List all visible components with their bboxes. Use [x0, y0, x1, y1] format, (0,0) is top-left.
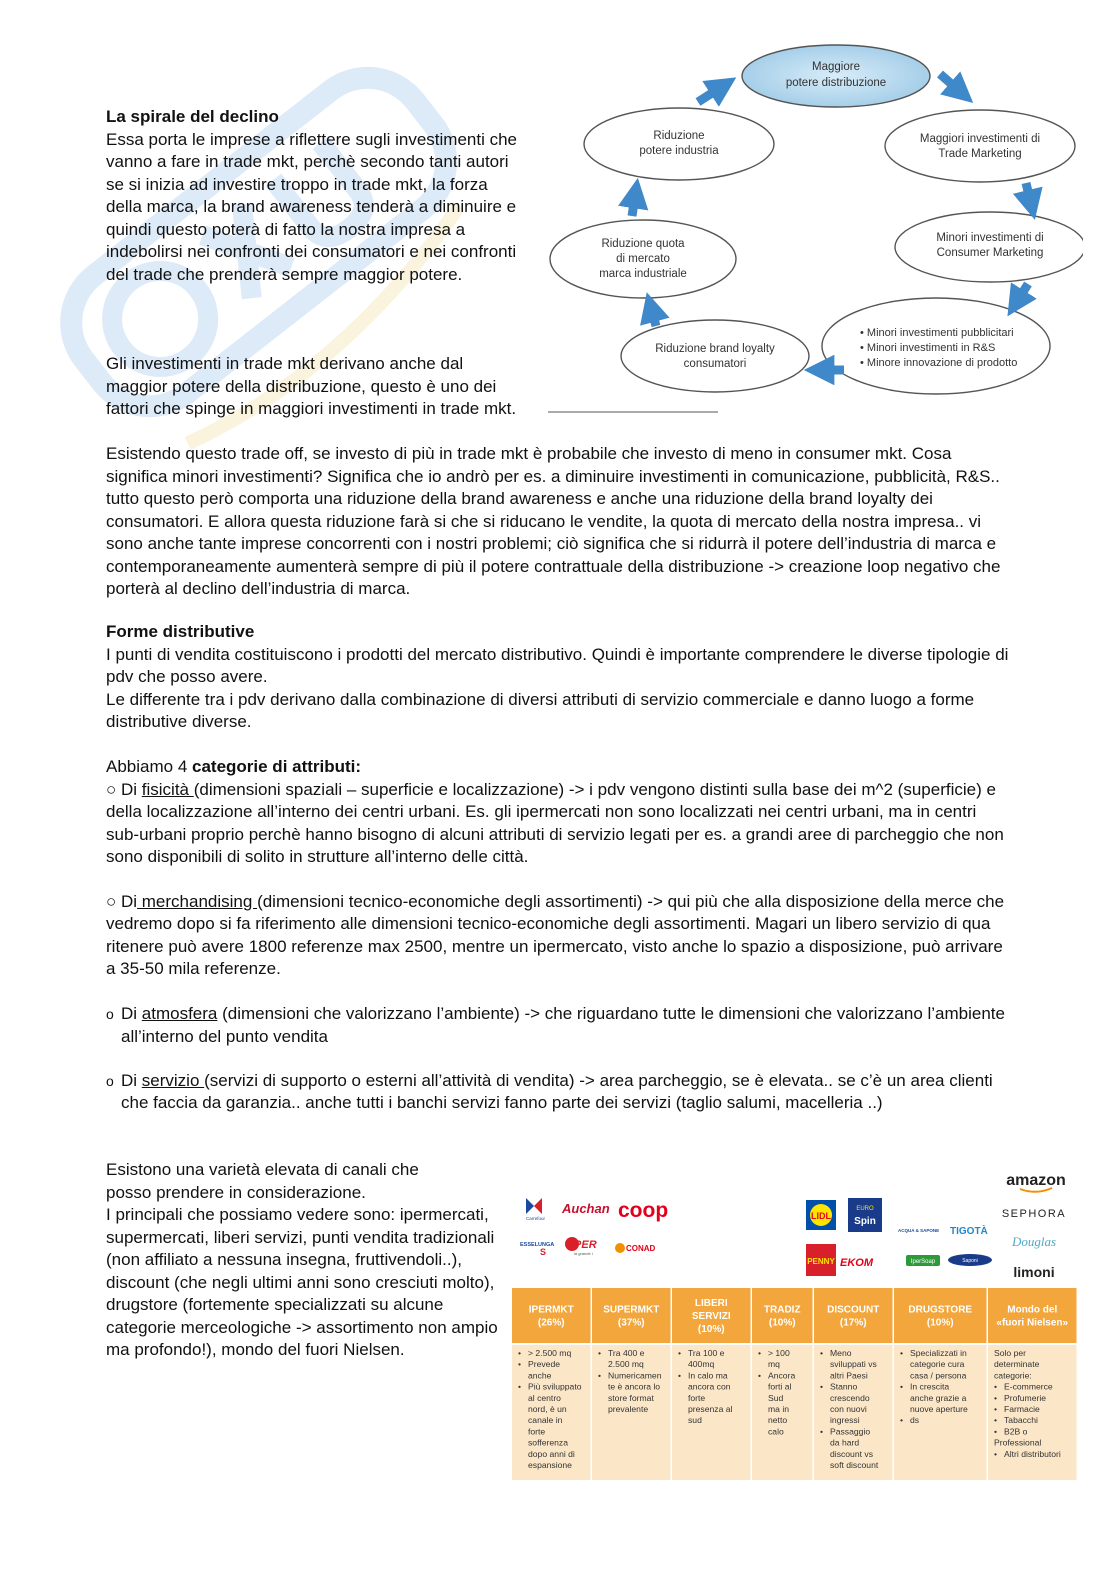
node-maggiori-trade	[885, 110, 1075, 182]
arrow-6-to-7	[632, 190, 636, 216]
section-title-spirale: La spirale del declino	[106, 107, 279, 126]
cell-bullet: •	[994, 1426, 998, 1437]
cell-text: Tabacchi	[1004, 1415, 1038, 1426]
node-6-line-3: marca industriale	[599, 268, 687, 280]
column-header-text: (26%)	[537, 1317, 565, 1329]
node-6-line-2: di mercato	[616, 253, 670, 265]
cell-bullet: •	[758, 1370, 762, 1381]
spiral-diagram	[548, 40, 1083, 415]
node-riduzione-potere	[584, 108, 774, 180]
cell-bullet: •	[598, 1348, 602, 1358]
cell-bullet: •	[994, 1415, 998, 1426]
logo-amazon: amazon	[1006, 1172, 1066, 1189]
column-header-bg	[512, 1288, 591, 1343]
cell-text: forte	[528, 1426, 546, 1437]
cell-text: 400mq	[688, 1359, 715, 1370]
cell-bullet: •	[994, 1448, 998, 1459]
cell-text: Farmacie	[1004, 1404, 1040, 1414]
node-maggiore-potere	[742, 45, 930, 107]
column-header-text: IPERMKT	[528, 1304, 574, 1316]
cell-bullet: •	[518, 1348, 522, 1358]
cell-bullet: •	[900, 1381, 904, 1392]
node-3-line-1: Minori investimenti di	[936, 232, 1044, 244]
logo-acqua-sapone: ACQUA & SAPONE	[898, 1228, 940, 1233]
node-7-line-1: Riduzione	[653, 130, 705, 142]
svg-text:Spin: Spin	[854, 1216, 876, 1227]
attr-merch-prefix: ○ Di	[106, 891, 138, 911]
cell-text: ancora con	[688, 1381, 731, 1392]
attr-merch-desc: (dimensioni tecnico-economiche degli assortimenti) -> qui più che alla disposizione della merce che vedremo dopo si fa riferimento alle dimensioni tecnico-economiche degli assortimenti. Magari un libero servizio di qua ritenere può avere 1800 referenze max 2500, mentre un ipermercato, visto anche lo spazio a disposizione, può arrivare a 35-50 mila referenze.	[106, 891, 1005, 978]
node-minori-consumer	[895, 212, 1083, 282]
cell-text: sofferenza	[528, 1437, 568, 1448]
cell-text: canale in	[528, 1415, 563, 1426]
cell-text: B2B o	[1004, 1426, 1028, 1437]
forme-paragraph-2: Le differente tra i pdv derivano dalla combinazione di diversi attributi di servizio commerciale e danno luogo a forme distributive diverse.	[106, 689, 975, 731]
channel-table	[512, 1162, 1082, 1480]
spirale-paragraph-2b: Esistendo questo trade off, se investo di più in trade mkt è probabile che investo di meno in consumer mkt. Cosa significa minori investimenti? Significa che io andrò per es. a diminuire investimenti in comunicazione, pubblicità, R&S.. tutto questo però comporta una riduzione della brand awareness e anche una riduzione della brand loyalty dei consumatori. E allora questa riduzione farà si che si riducano le vendite, la quota di mercato della nostra impresa.. vi sono anche tante imprese concorrenti con i nostri problemi; ciò significa che si ridurrà il potere dell’industria di marca e contemporaneamente aumenterà sempre di più il potere contrattuale della distribuzione -> creazione loop negativo che porterà al declino dell’industria di marca.	[106, 444, 1001, 598]
column-header-text: (10%)	[926, 1317, 954, 1329]
node-4-line-1: • Minori investimenti pubblicitari	[860, 327, 1014, 339]
node-6-line-1: Riduzione quota	[601, 238, 685, 250]
logo-sephora: SEPHORA	[1001, 1208, 1067, 1220]
column-header-bg	[592, 1288, 671, 1343]
svg-text:la grande i: la grande i	[574, 1251, 593, 1256]
logo-limoni: limoni	[1013, 1264, 1055, 1280]
svg-text:LIDL: LIDL	[811, 1211, 831, 1221]
attr-merch-term: merchandising	[137, 891, 258, 911]
attr-atm-prefix: Di	[121, 1004, 142, 1023]
column-header-text: TRADIZ	[763, 1304, 801, 1316]
cell-text: sud	[688, 1415, 702, 1426]
cell-text: Ancora	[768, 1370, 796, 1381]
node-3-line-2: Consumer Marketing	[936, 247, 1044, 259]
canali-paragraph-1: Esistono una varietà elevata di canali che posso prendere in considerazione.	[106, 1160, 419, 1202]
cell-bullet: •	[820, 1426, 824, 1437]
cell-text: Specializzati in	[910, 1348, 967, 1358]
cell-text: discount vs	[830, 1448, 873, 1459]
cell-text: > 2.500 mq	[528, 1348, 572, 1358]
attr-fisicita-desc: (dimensioni spaziali – superficie e localizzazione) -> i pdv vengono distinti sulla base dei m^2 (superficie) e della localizzazione all’interno dei centri urbani. Es. gli ipermercati non sono localizzati nei centri urbani, ma in centri sub-urbani proprio perchè hanno bisogno di alcuni attributi di servizio legati per es. a grandi aree di parcheggio che non sono disponibili di solito in strutture all’interno delle città.	[106, 779, 1004, 866]
cell-bullet: •	[994, 1392, 998, 1403]
forme-paragraph-1: I punti di vendita costituiscono i prodotti del mercato distributivo. Quindi è importante comprendere le diverse tipologie di pdv che posso avere.	[106, 644, 1009, 686]
arrow-1-to-2	[940, 74, 964, 95]
cell-text: categorie:	[994, 1370, 1032, 1381]
cell-bullet: •	[994, 1404, 998, 1414]
categorie-intro	[106, 756, 361, 779]
attr-atm-term: atmosfera	[141, 1004, 218, 1023]
arrow-5-to-6	[650, 304, 656, 326]
cell-text: Meno	[830, 1348, 852, 1358]
svg-text:Saponi: Saponi	[962, 1258, 978, 1264]
cell-text: Solo per	[994, 1348, 1027, 1358]
cell-text: soft discount	[830, 1460, 879, 1470]
column-header-text: SUPERMKT	[603, 1304, 660, 1316]
spirale-paragraph-2a: Gli investimenti in trade mkt derivano anche dal maggior potere della distribuzione, questo è uno dei fattori che spinge in maggiori investimenti in trade mkt.	[106, 354, 517, 418]
cell-text: store format	[608, 1392, 654, 1403]
cell-text: Prevede	[528, 1359, 561, 1370]
node-2-line-1: Maggiori investimenti di	[919, 133, 1041, 145]
cell-bullet: •	[678, 1348, 682, 1358]
attr-atmosfera-bullet: o	[106, 1006, 114, 1022]
attr-servizio-bullet: o	[106, 1072, 114, 1089]
cell-text: nuove aperture	[910, 1404, 968, 1414]
attr-fisicita-prefix: ○ Di	[106, 779, 142, 799]
node-4-line-2: • Minori investimenti in R&S	[860, 342, 996, 354]
node-1-line-2: potere distribuzione	[785, 77, 887, 89]
cell-text: 2.500 mq	[608, 1359, 644, 1370]
cell-text: calo	[768, 1426, 784, 1437]
cell-text: nord, è un	[528, 1404, 567, 1414]
cell-text: netto	[768, 1415, 788, 1426]
attr-fisicita-term: fisicità	[141, 779, 194, 799]
arrow-3-to-4	[1014, 284, 1028, 306]
cell-text: ds	[910, 1415, 920, 1426]
categorie-intro-text: Abbiamo 4	[106, 757, 192, 776]
canali-paragraph-2: I principali che possiamo vedere sono: ipermercati, supermercati, liberi servizi, punti vendita tradizionali (non affiliato a nessuna insegna, fruttivendoli..), discount (che negli ultimi anni sono cresciuti molto), drugstore (fortemente specializzati su alcune categorie merceologiche -> assortimento non ampio ma profondo!), mondo del fuori Nielsen.	[106, 1205, 498, 1359]
cell-text: Numericamen	[608, 1370, 662, 1381]
logo-iper: IPER	[571, 1239, 597, 1251]
arrow-2-to-3	[1026, 183, 1032, 208]
cell-text: forte	[688, 1392, 706, 1403]
column-header-bg	[894, 1288, 987, 1343]
cell-text: Stanno	[830, 1381, 858, 1392]
svg-text:IperSoap: IperSoap	[910, 1259, 936, 1265]
cell-text: mq	[768, 1359, 780, 1370]
svg-text:EURO: EURO	[856, 1206, 874, 1212]
cell-text: al centro	[528, 1392, 561, 1403]
cell-text: espansione	[528, 1460, 572, 1470]
node-4-line-3: • Minore innovazione di prodotto	[860, 357, 1018, 369]
logo-auchan: Auchan	[562, 1201, 610, 1216]
node-5-line-1: Riduzione brand loyalty	[655, 343, 775, 355]
cell-text: forti al	[768, 1381, 792, 1392]
svg-text:S: S	[540, 1247, 547, 1257]
cell-text: anche	[528, 1370, 552, 1381]
cell-text: te è ancora lo	[608, 1381, 661, 1392]
node-riduzione-quota	[550, 220, 736, 298]
column-header-text: LIBERI	[694, 1298, 728, 1309]
cell-bullet: •	[518, 1381, 522, 1392]
cell-text: crescendo	[830, 1392, 870, 1403]
cell-text: dopo anni di	[528, 1448, 575, 1459]
attr-atm-desc: (dimensioni che valorizzano l’ambiente) -> che riguardano tutte le dimensioni che valorizzano l’ambiente all’interno del punto vendita	[121, 1004, 1005, 1046]
logo-tigota: TIGOTÀ	[950, 1226, 988, 1237]
cell-text: ma in	[768, 1404, 790, 1414]
logo-coop: coop	[618, 1199, 669, 1222]
column-header-text: (17%)	[839, 1317, 867, 1329]
column-header-bg	[814, 1288, 893, 1343]
cell-text: prevalente	[608, 1404, 649, 1414]
cell-text: determinate	[994, 1359, 1040, 1370]
logo-douglas: Douglas	[1011, 1234, 1057, 1249]
cell-text: ingressi	[830, 1415, 860, 1426]
cell-text: con nuovi	[830, 1404, 867, 1414]
attr-ser-term: servizio	[141, 1070, 205, 1090]
node-riduzione-loyalty	[621, 320, 809, 392]
cell-text: categorie cura	[910, 1359, 965, 1370]
node-7-line-2: potere industria	[639, 145, 719, 157]
column-header-bg	[988, 1288, 1077, 1343]
attr-ser-prefix: Di	[121, 1070, 142, 1090]
cell-text: altri Paesi	[830, 1370, 868, 1381]
node-2-line-2: Trade Marketing	[938, 148, 1022, 160]
cell-text: > 100	[768, 1348, 790, 1358]
cell-bullet: •	[994, 1381, 998, 1392]
section-title-forme: Forme distributive	[106, 622, 255, 641]
column-header-text: (10%)	[697, 1324, 725, 1335]
cell-text: Più sviluppato	[528, 1381, 582, 1392]
cell-bullet: •	[820, 1348, 824, 1358]
cell-text: Sud	[768, 1392, 784, 1403]
column-header-text: (37%)	[617, 1317, 645, 1329]
column-header-text: «fuori Nielsen»	[996, 1317, 1069, 1329]
column-header-text: DRUGSTORE	[908, 1304, 973, 1316]
column-header-text: Mondo del	[1007, 1304, 1058, 1316]
logo-conad: CONAD	[626, 1244, 656, 1253]
attr-atmosfera	[121, 1003, 1011, 1048]
logo-ekom: EKOM	[840, 1257, 873, 1269]
arrow-7-to-1	[698, 84, 726, 102]
column-header-text: SERVIZI	[691, 1311, 731, 1322]
cell-text: Tra 100 e	[688, 1348, 725, 1358]
cell-bullet: •	[820, 1381, 824, 1392]
cell-bullet: •	[900, 1415, 904, 1426]
column-header-text: DISCOUNT	[827, 1304, 880, 1316]
attr-merchandising	[106, 891, 1011, 981]
cell-bullet: •	[598, 1370, 602, 1381]
svg-text:Carrefour: Carrefour	[526, 1216, 546, 1221]
categorie-intro-bold: categorie di attributi:	[192, 757, 362, 776]
cell-bullet: •	[518, 1359, 522, 1370]
cell-text: Professional	[994, 1437, 1042, 1448]
cell-text: Passaggio	[830, 1426, 871, 1437]
cell-text: In crescita	[910, 1381, 950, 1392]
cell-text: presenza al	[688, 1404, 733, 1414]
column-header-bg	[752, 1288, 813, 1343]
svg-text:PENNY: PENNY	[807, 1257, 835, 1266]
cell-bullet: •	[758, 1348, 762, 1358]
cell-text: Altri distributori	[1004, 1448, 1061, 1459]
spirale-paragraph-1: Essa porta le imprese a riflettere sugli investimenti che vanno a fare in trade mkt, perchè secondo tanti autori se si inizia ad investire troppo in trade mkt, la forza della marca, la brand awareness tenderà a diminuire e quindi questo poterà di fatto la nostra impresa a indebolirsi nei confronti dei consumatori e nei confronti del trade che prenderà sempre maggior potere.	[106, 129, 518, 284]
node-1-line-1: Maggiore	[812, 61, 860, 73]
cell-text: Tra 400 e	[608, 1348, 645, 1358]
logo-esselunga: ESSELUNGA	[520, 1242, 555, 1248]
node-minori-investimenti	[822, 298, 1050, 394]
logo-carrefour	[526, 1198, 546, 1221]
cell-text: casa / persona	[910, 1370, 967, 1381]
node-5-line-2: consumatori	[683, 358, 747, 370]
attr-fisicita	[106, 779, 1011, 869]
cell-bullet: •	[678, 1370, 682, 1381]
cell-text: Profumerie	[1004, 1392, 1047, 1403]
cell-text: da hard	[830, 1437, 860, 1448]
cell-text: In calo ma	[688, 1370, 728, 1381]
cell-text: sviluppati vs	[830, 1359, 877, 1370]
cell-bullet: •	[900, 1348, 904, 1358]
attr-ser-desc: (servizi di supporto o esterni all’attività di vendita) -> area parcheggio, se è elevata.. se c’è un area clienti che faccia da garanzia.. anche tutti i banchi servizi fanno parte dei servizi (taglio salumi, macelleria ..)	[121, 1070, 993, 1112]
attr-servizio	[121, 1070, 1011, 1115]
column-header-text: (10%)	[768, 1317, 796, 1329]
cell-text: E-commerce	[1004, 1381, 1053, 1392]
cell-text: anche grazie a	[910, 1392, 967, 1403]
